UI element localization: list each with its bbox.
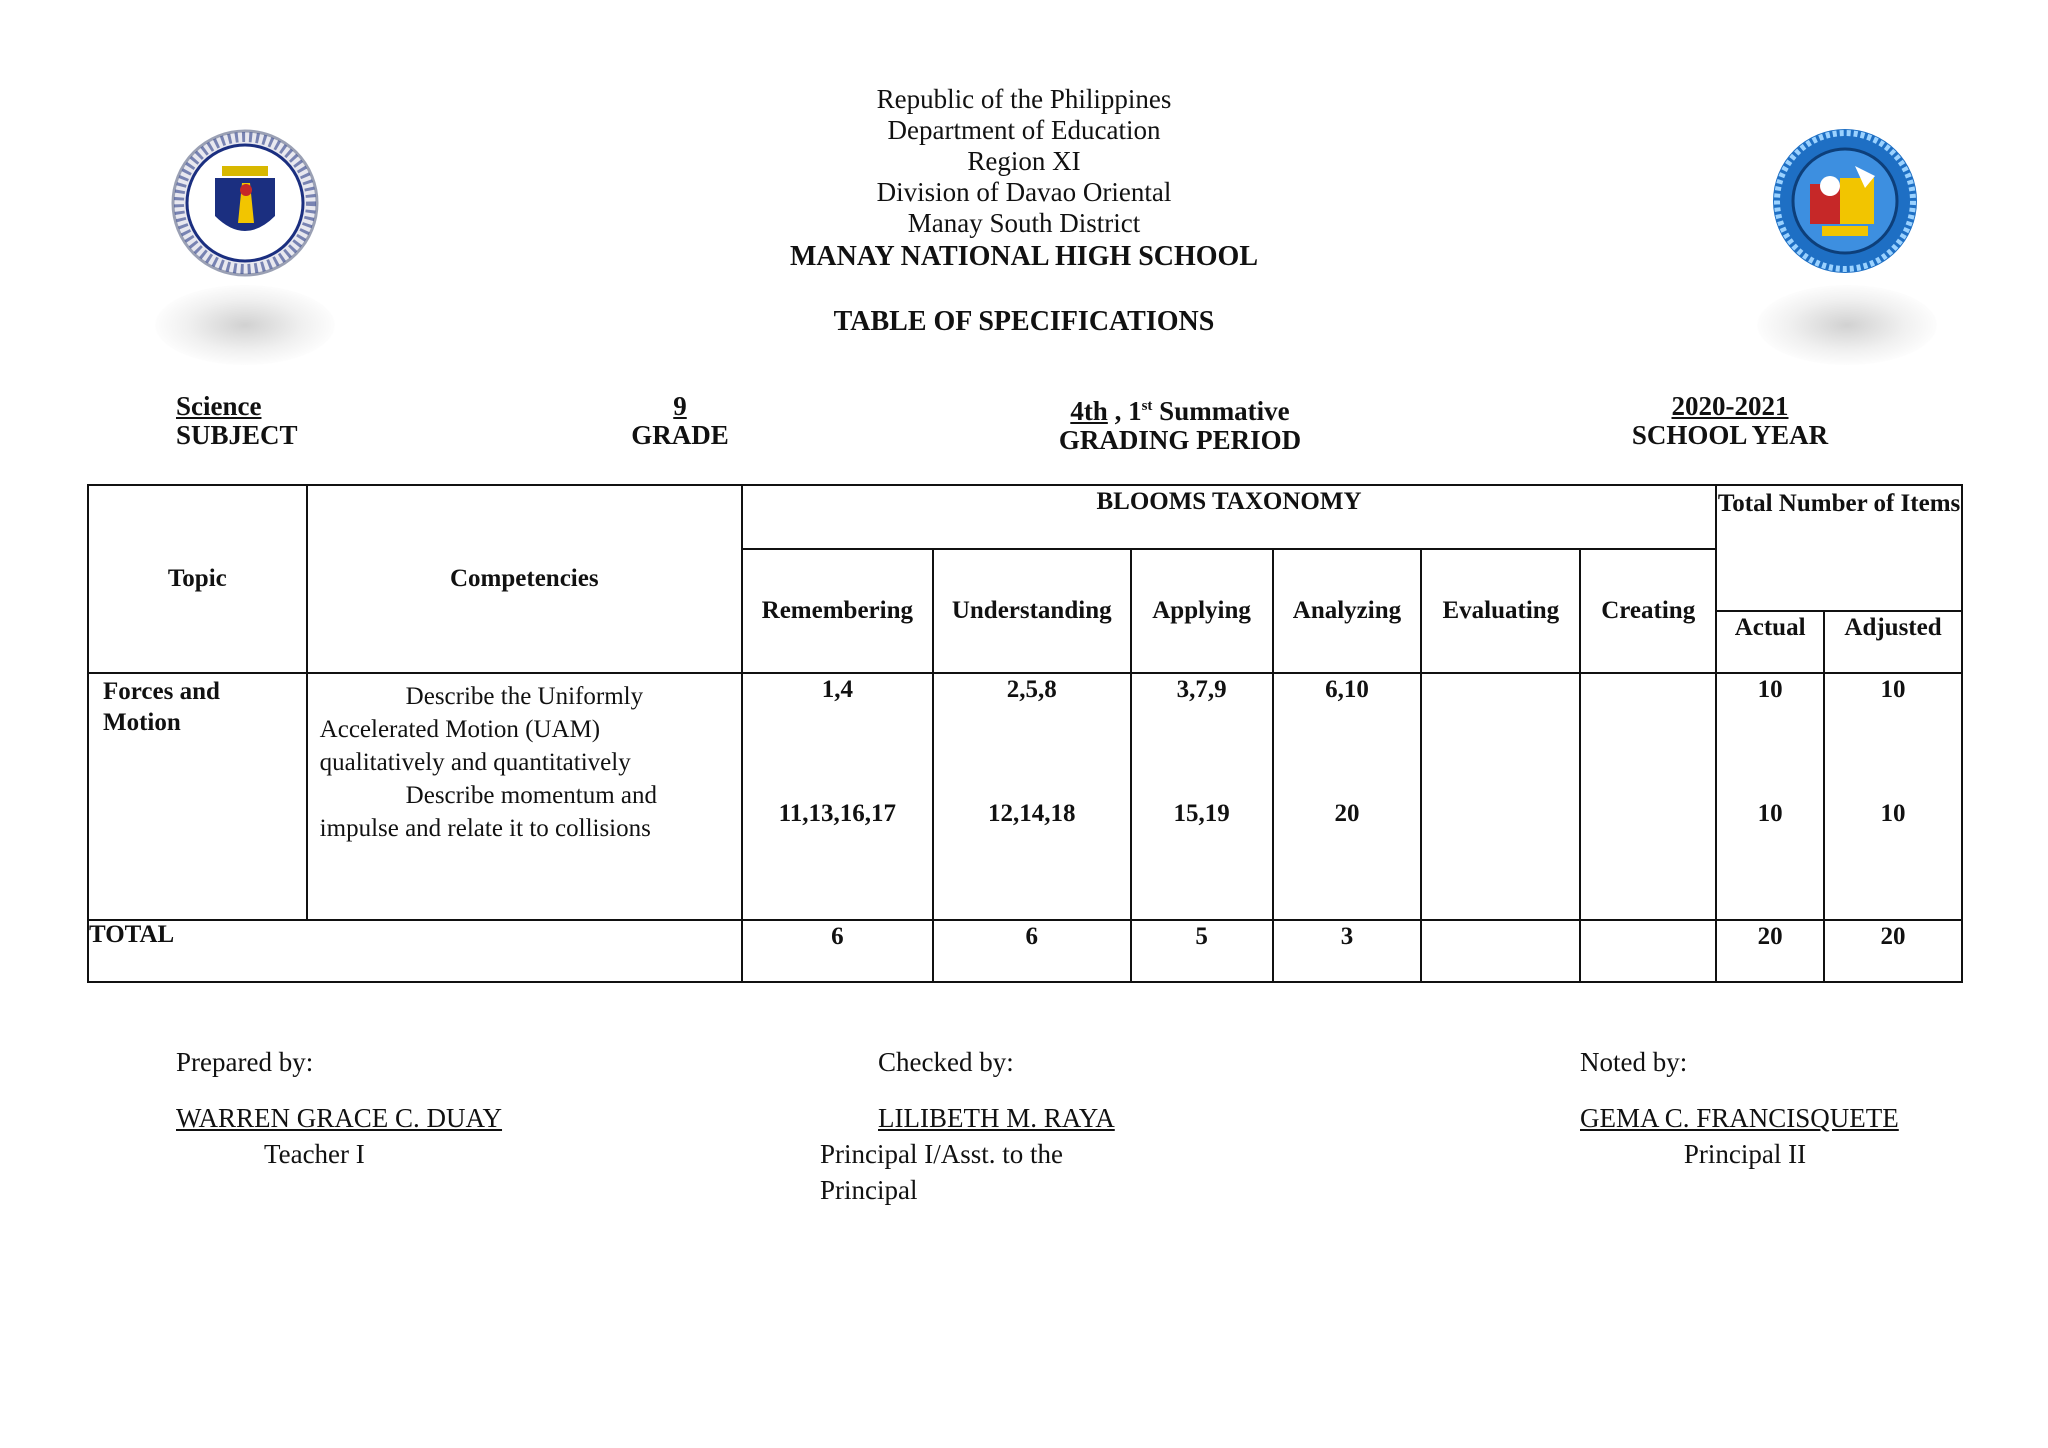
col-creating: Creating — [1580, 549, 1716, 673]
year-label: SCHOOL YEAR — [1631, 420, 1829, 450]
remembering-items-1: 1,4 — [821, 676, 853, 703]
noted-by-name: GEMA C. FRANCISQUETE — [1580, 1103, 1899, 1133]
competency-1-line-1: Describe the Uniformly — [405, 683, 644, 710]
evaluating-cell — [1421, 673, 1580, 920]
col-competencies: Competencies — [307, 485, 742, 673]
meta-grading-period — [1020, 392, 1340, 455]
document-title: TABLE OF SPECIFICATIONS — [833, 306, 1215, 337]
col-total-items: Total Number of Items — [1716, 485, 1962, 611]
understanding-items-2: 12,14,18 — [987, 800, 1076, 827]
col-blooms-taxonomy: BLOOMS TAXONOMY — [742, 485, 1716, 549]
col-analyzing: Analyzing — [1273, 549, 1422, 673]
subject-value: Science — [176, 391, 262, 421]
actual-count-1: 10 — [1757, 676, 1783, 703]
actual-cell — [1716, 673, 1824, 920]
total-label: TOTAL — [88, 920, 742, 982]
applying-items-2: 15,19 — [1173, 800, 1230, 827]
header-country: Republic of the Philippines — [876, 84, 1172, 114]
understanding-cell — [933, 673, 1131, 920]
applying-cell — [1131, 673, 1273, 920]
checked-by-name: LILIBETH M. RAYA — [878, 1103, 1115, 1133]
col-topic: Topic — [88, 485, 307, 673]
meta-subject — [176, 392, 298, 450]
remembering-items-2: 11,13,16,17 — [778, 800, 896, 827]
col-actual: Actual — [1716, 611, 1824, 673]
checked-by-label: Checked by: — [878, 1047, 1014, 1077]
header-department: Department of Education — [887, 115, 1161, 145]
topic-text: Forces and Motion — [103, 678, 220, 736]
prepared-by-position: Teacher I — [264, 1139, 365, 1169]
analyzing-items-2: 20 — [1334, 800, 1360, 827]
subject-label: SUBJECT — [176, 420, 298, 450]
remembering-cell — [742, 673, 933, 920]
competency-1-line-3: qualitatively and quantitatively — [319, 749, 631, 776]
checked-by-position: Principal I/Asst. to the Principal — [820, 1139, 1063, 1205]
prepared-by-label: Prepared by: — [176, 1047, 314, 1077]
analyzing-items-1: 6,10 — [1325, 676, 1369, 703]
period-value-number: , 1 — [1107, 396, 1142, 426]
competencies-cell — [307, 673, 742, 920]
document-header — [0, 84, 2048, 272]
signature-prepared — [176, 1044, 502, 1172]
topic-cell — [88, 673, 307, 920]
period-value-type: Summative — [1152, 396, 1290, 426]
header-division: Division of Davao Oriental — [876, 177, 1172, 207]
adjusted-cell — [1824, 673, 1962, 920]
col-remembering: Remembering — [742, 549, 933, 673]
header-region: Region XI — [967, 146, 1081, 176]
school-name: MANAY NATIONAL HIGH SCHOOL — [789, 241, 1259, 272]
adjusted-count-2: 10 — [1880, 800, 1906, 827]
total-actual: 20 — [1716, 920, 1824, 982]
noted-by-position: Principal II — [1683, 1139, 1807, 1169]
understanding-items-1: 2,5,8 — [1006, 676, 1057, 703]
applying-items-1: 3,7,9 — [1176, 676, 1227, 703]
total-adjusted: 20 — [1824, 920, 1962, 982]
col-understanding: Understanding — [933, 549, 1131, 673]
meta-grade — [580, 392, 780, 450]
evaluating-items-1 — [1422, 674, 1579, 800]
total-evaluating — [1421, 920, 1580, 982]
creating-cell — [1580, 673, 1716, 920]
analyzing-cell — [1273, 673, 1422, 920]
period-value-suffix: st — [1141, 398, 1153, 414]
creating-items-1 — [1581, 674, 1715, 800]
period-value-quarter: 4th — [1070, 396, 1108, 426]
competencies-text — [308, 674, 741, 845]
competency-2-line-2: impulse and relate it to collisions — [319, 815, 651, 842]
signature-checked — [820, 1044, 1160, 1208]
col-applying: Applying — [1131, 549, 1273, 673]
year-value: 2020-2021 — [1671, 391, 1789, 421]
period-label: GRADING PERIOD — [1058, 425, 1302, 455]
total-remembering: 6 — [742, 920, 933, 982]
meta-school-year — [1600, 392, 1860, 450]
header-district: Manay South District — [907, 208, 1141, 238]
total-analyzing: 3 — [1273, 920, 1422, 982]
competency-1-line-2: Accelerated Motion (UAM) — [319, 716, 601, 743]
prepared-by-name: WARREN GRACE C. DUAY — [176, 1103, 503, 1133]
grade-label: GRADE — [631, 420, 729, 450]
total-creating — [1580, 920, 1716, 982]
total-row — [88, 920, 1962, 982]
table-row — [88, 673, 1962, 920]
specifications-table — [87, 484, 1963, 983]
competency-2-line-1: Describe momentum and — [405, 782, 657, 809]
grade-value: 9 — [673, 391, 687, 421]
period-value — [1020, 392, 1340, 426]
adjusted-count-1: 10 — [1880, 676, 1906, 703]
actual-count-2: 10 — [1757, 800, 1783, 827]
signature-noted — [1580, 1044, 1910, 1172]
total-understanding: 6 — [933, 920, 1131, 982]
col-adjusted: Adjusted — [1824, 611, 1962, 673]
col-evaluating: Evaluating — [1421, 549, 1580, 673]
noted-by-label: Noted by: — [1580, 1047, 1688, 1077]
total-applying: 5 — [1131, 920, 1273, 982]
